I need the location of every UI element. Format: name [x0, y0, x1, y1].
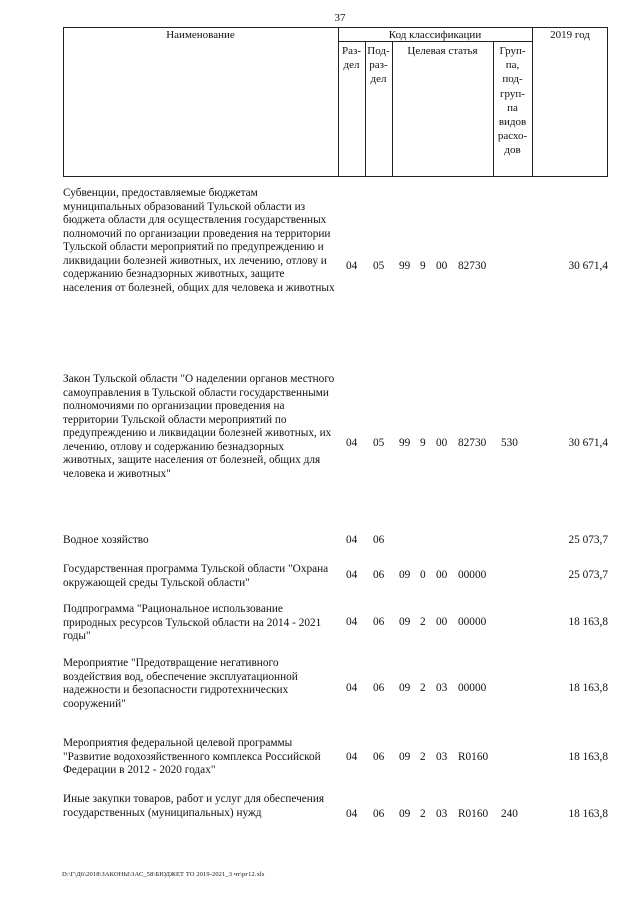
table-row — [63, 793, 608, 837]
page-number: 37 — [334, 12, 346, 24]
row-target-1: 99 — [399, 437, 411, 449]
header-divider-year — [532, 27, 533, 177]
row-sum: 18 163,8 — [568, 616, 608, 628]
row-razdel: 04 — [346, 616, 358, 628]
header-code: Код классификации — [388, 29, 482, 41]
row-target-4: 00000 — [458, 616, 487, 628]
row-target-3: 00 — [436, 569, 448, 581]
row-target-1: 09 — [399, 682, 411, 694]
row-podrazdel: 05 — [373, 260, 385, 272]
row-target-2: 2 — [420, 616, 426, 628]
row-target-2: 9 — [420, 260, 426, 272]
row-target-1: 09 — [399, 616, 411, 628]
row-target-3: 00 — [436, 260, 448, 272]
row-podrazdel: 05 — [373, 437, 385, 449]
table-header — [63, 27, 608, 177]
row-group: 240 — [501, 808, 518, 820]
row-target-3: 00 — [436, 616, 448, 628]
row-name: Закон Тульской области "О наделении органов местного самоуправления в Тульской области государственными полномочиями по организации проведения на территории Тульской области мероприятий по предупреждению и ликвидации болезней животных, их лечению, отлову и содержанию безнадзорных животных, защите населения от болезней, общих для человека и животных" — [63, 373, 335, 480]
row-sum: 25 073,7 — [568, 534, 608, 546]
row-razdel: 04 — [346, 569, 358, 581]
row-podrazdel: 06 — [373, 534, 385, 546]
row-podrazdel: 06 — [373, 569, 385, 581]
header-target: Целевая статья — [407, 45, 478, 57]
row-target-3: 03 — [436, 751, 448, 763]
row-target-1: 09 — [399, 751, 411, 763]
row-sum: 18 163,8 — [568, 751, 608, 763]
row-sum: 18 163,8 — [568, 682, 608, 694]
row-sum: 18 163,8 — [568, 808, 608, 820]
table-row — [63, 737, 608, 781]
row-razdel: 04 — [346, 437, 358, 449]
row-razdel: 04 — [346, 808, 358, 820]
row-podrazdel: 06 — [373, 808, 385, 820]
table-row — [63, 657, 608, 717]
row-target-3: 03 — [436, 808, 448, 820]
row-razdel: 04 — [346, 534, 358, 546]
table-row — [63, 563, 608, 593]
header-podrazdel: Под- раз- дел — [367, 45, 390, 86]
row-razdel: 04 — [346, 751, 358, 763]
row-sum: 25 073,7 — [568, 569, 608, 581]
row-podrazdel: 06 — [373, 616, 385, 628]
row-target-4: R0160 — [458, 808, 489, 820]
row-podrazdel: 06 — [373, 682, 385, 694]
table-row — [63, 603, 608, 647]
row-target-1: 09 — [399, 569, 411, 581]
row-name: Подпрограмма "Рациональное использование природных ресурсов Тульской области на 2014 - 2021 годы" — [63, 603, 322, 642]
row-sum: 30 671,4 — [568, 437, 608, 449]
header-border-bottom — [63, 176, 608, 177]
header-razdel: Раз- дел — [341, 45, 361, 72]
row-target-2: 2 — [420, 808, 426, 820]
header-divider-podrazdel — [392, 41, 393, 177]
row-target-2: 9 — [420, 437, 426, 449]
table-row — [63, 187, 608, 347]
row-target-3: 03 — [436, 682, 448, 694]
header-group: Груп- па, под- груп- па видов расхо- дов — [497, 45, 528, 157]
header-year: 2019 год — [550, 29, 590, 41]
row-target-4: 82730 — [458, 437, 487, 449]
row-name: Водное хозяйство — [63, 534, 149, 546]
row-sum: 30 671,4 — [568, 260, 608, 272]
row-target-2: 2 — [420, 682, 426, 694]
row-razdel: 04 — [346, 260, 358, 272]
header-name: Наименование — [166, 29, 235, 41]
row-name: Мероприятия федеральной целевой программы "Развитие водохозяйственного комплекса Российской Федерации в 2012 - 2020 годах" — [63, 737, 321, 776]
row-target-3: 00 — [436, 437, 448, 449]
header-border-right — [607, 27, 608, 177]
row-group: 530 — [501, 437, 518, 449]
row-target-4: 82730 — [458, 260, 487, 272]
row-target-4: R0160 — [458, 751, 489, 763]
row-target-2: 0 — [420, 569, 426, 581]
row-target-4: 00000 — [458, 569, 487, 581]
row-target-1: 09 — [399, 808, 411, 820]
file-path-footer: D:\Г\Д6\2018\ЗАКОНЫ\ЗАС_58\БЮДЖЕТ ТО 2019-2021_3 чт\рг12.xls — [62, 871, 265, 878]
row-target-2: 2 — [420, 751, 426, 763]
row-name: Мероприятие "Предотвращение негативного воздействия вод, обеспечение эксплуатационной надежности и безопасности гидротехнических сооружений" — [63, 657, 298, 710]
row-target-4: 00000 — [458, 682, 487, 694]
header-border-left — [63, 27, 64, 177]
row-name: Субвенции, предоставляемые бюджетам муниципальных образований Тульской области из бюджета области для осуществления государственных полномочий по организации проведения на территории Тульской области мероприятий по предупреждению и ликвидации болезней животных, их лечению, отлову и содержанию безнадзорных животных, защите населения от болезней, общих для человека и животных — [63, 187, 335, 294]
row-razdel: 04 — [346, 682, 358, 694]
table-row — [63, 534, 608, 550]
row-name: Иные закупки товаров, работ и услуг для обеспечения государственных (муниципальных) нужд — [63, 793, 325, 819]
table-row — [63, 373, 608, 518]
row-target-1: 99 — [399, 260, 411, 272]
row-name: Государственная программа Тульской области "Охрана окружающей среды Тульской области" — [63, 563, 329, 589]
row-podrazdel: 06 — [373, 751, 385, 763]
